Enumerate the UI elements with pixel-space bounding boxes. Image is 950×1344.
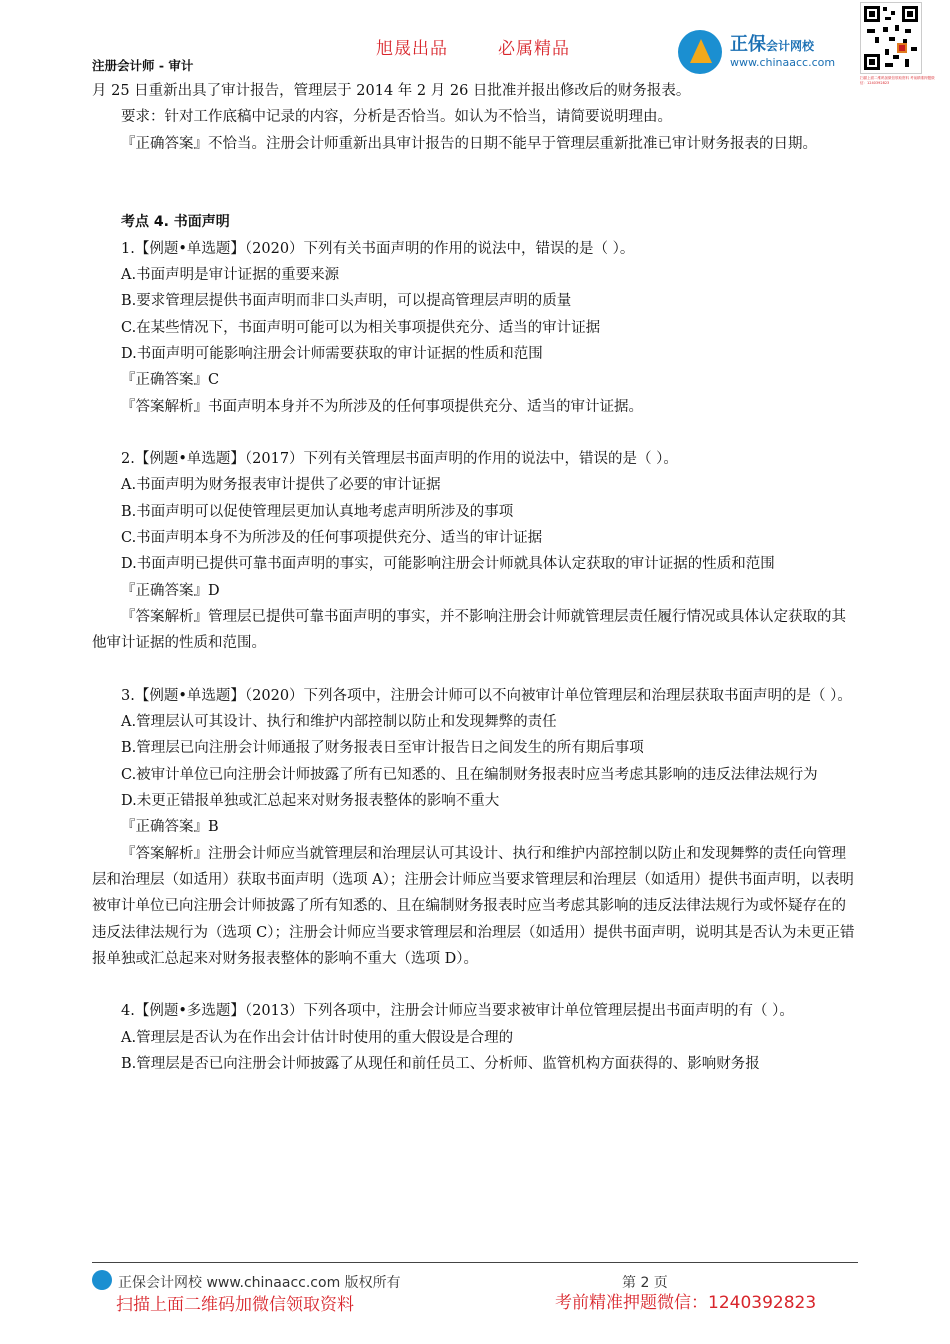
q2-option-c: C.书面声明本身不为所涉及的任何事项提供充分、适当的审计证据 — [121, 530, 543, 547]
q3-stem: 3.【例题•单选题】（2020）下列各项中，注册会计师可以不向被审计单位管理层和治理层获取书面声明的是（ ）。 — [121, 687, 852, 704]
q2-option-a: A.书面声明为财务报表审计提供了必要的审计证据 — [121, 477, 441, 494]
promo-left-text: 扫描上面二维码加微信领取资料 — [116, 1295, 354, 1315]
q3-answer: 『正确答案』B — [121, 819, 219, 836]
q2-option-b: B.书面声明可以促使管理层更加认真地考虑声明所涉及的事项 — [121, 503, 514, 520]
q1-option-b: B.要求管理层提供书面声明而非口头声明，可以提高管理层声明的质量 — [121, 293, 572, 310]
chinaacc-logo — [678, 26, 858, 76]
q2-stem: 2.【例题•单选题】（2017）下列有关管理层书面声明的作用的说法中，错误的是（ ）。 — [121, 451, 678, 468]
footer-divider — [92, 1262, 858, 1263]
page-number: 第 2 页 — [622, 1275, 668, 1291]
q3-option-d: D.未更正错报单独或汇总起来对财务报表整体的影响不重大 — [121, 793, 500, 810]
q1-answer: 『正确答案』C — [121, 372, 220, 389]
logo-mark-icon — [678, 30, 722, 74]
footer-logo-icon — [92, 1270, 112, 1290]
brand-right-text: 必属精品 — [498, 39, 570, 59]
qr-code-icon — [860, 2, 922, 74]
intro-requirement: 要求：针对工作底稿中记录的内容，分析是否恰当。如认为不恰当，请简要说明理由。 — [121, 109, 672, 126]
section-title: 考点 4. 书面声明 — [121, 214, 230, 231]
logo-title: 正保会计网校 — [730, 34, 815, 55]
intro-text-1: 月 25 日重新出具了审计报告，管理层于 2014 年 2 月 26 日批准并报出修改后的财务报表。 — [92, 83, 691, 99]
q3-analysis: 『答案解析』注册会计师应当就管理层和治理层认可其设计、执行和维护内部控制以防止和发现舞弊的责任向管理层和治理层（如适用）获取书面声明（选项 A）；注册会计师应当要求管理层和治理层（如适用）提供书面声明，以表明被审计单位已向注册会计师披露了所有知悉的、且在编制财务报表时应当考虑其影响的违反法律法规行为或怀疑存在的违反法律法规行为（选项 C）；注册会计师应当要求管理层和治理层（如适用）提供书面声明，说明其是否认为未更正错报单独或汇总起来对财务报表整体的影响不重大（选项 D）。 — [92, 845, 855, 967]
q4-stem: 4.【例题•多选题】（2013）下列各项中，注册会计师应当要求被审计单位管理层提出书面声明的有（ ）。 — [121, 1003, 794, 1020]
document-subtitle: 注册会计师 - 审计 — [92, 58, 194, 73]
intro-answer: 『正确答案』不恰当。注册会计师重新出具审计报告的日期不能早于管理层重新批准已审计财务报表的日期。 — [121, 135, 817, 152]
q4-option-a: A.管理层是否认为在作出会计估计时使用的重大假设是合理的 — [121, 1029, 514, 1046]
q1-analysis: 『答案解析』书面声明本身并不为所涉及的任何事项提供充分、适当的审计证据。 — [121, 398, 643, 415]
q2-answer: 『正确答案』D — [121, 582, 220, 599]
brand-left-text: 旭晟出品 — [376, 39, 448, 59]
document-body — [92, 78, 860, 1077]
q1-stem: 1.【例题•单选题】（2020）下列有关书面声明的作用的说法中，错误的是（ ）。 — [121, 240, 635, 257]
q4-option-b: B.管理层是否已向注册会计师披露了从现任和前任员工、分析师、监管机构方面获得的、影响财务报 — [121, 1055, 760, 1072]
q3-option-c: C.被审计单位已向注册会计师披露了所有已知悉的、且在编制财务报表时应当考虑其影响的违反法律法规行为 — [121, 766, 818, 783]
qr-caption: 扫描上面二维码加微信领取资料 考前精准押题微信：1240392823 — [860, 76, 935, 85]
q1-option-a: A.书面声明是审计证据的重要来源 — [121, 267, 340, 284]
q3-option-a: A.管理层认可其设计、执行和维护内部控制以防止和发现舞弊的责任 — [121, 714, 557, 731]
q1-option-c: C.在某些情况下，书面声明可能可以为相关事项提供充分、适当的审计证据 — [121, 319, 601, 336]
q2-option-d: D.书面声明已提供可靠书面声明的事实，可能影响注册会计师就具体认定获取的审计证据的性质和范围 — [121, 556, 775, 573]
q1-option-d: D.书面声明可能影响注册会计师需要获取的审计证据的性质和范围 — [121, 345, 543, 362]
promo-right-text: 考前精准押题微信：1240392823 — [555, 1293, 817, 1313]
q3-option-b: B.管理层已向注册会计师通报了财务报表日至审计报告日之间发生的所有期后事项 — [121, 740, 644, 757]
qr-code — [860, 2, 935, 86]
q2-analysis: 『答案解析』管理层已提供可靠书面声明的事实，并不影响注册会计师就管理层责任履行情况或具体认定获取的其他审计证据的性质和范围。 — [92, 608, 846, 652]
logo-url: www.chinaacc.com — [730, 56, 836, 69]
footer-copyright: 正保会计网校 www.chinaacc.com 版权所有 — [118, 1275, 401, 1291]
